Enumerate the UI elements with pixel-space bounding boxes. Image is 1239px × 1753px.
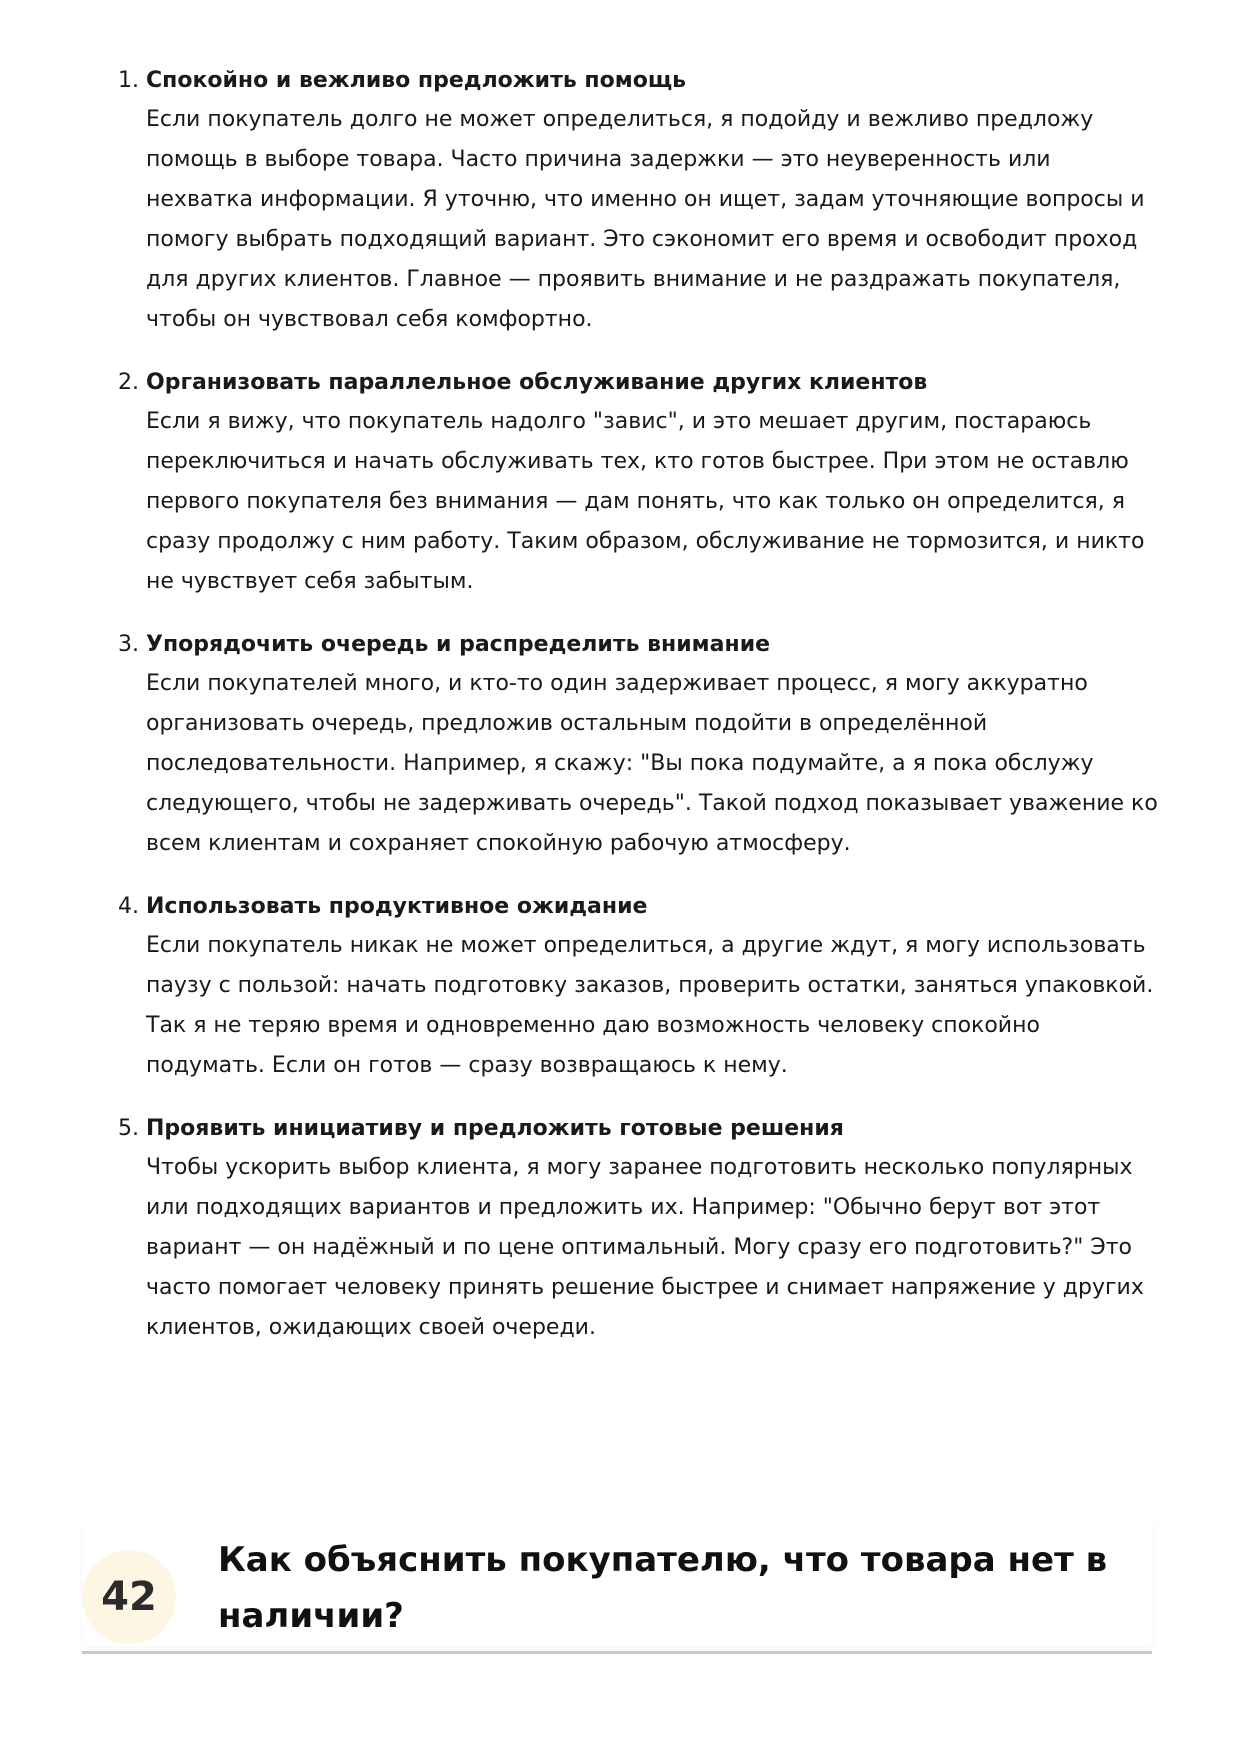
list-item — [0, 1110, 1239, 1348]
item-text: Чтобы ускорить выбор клиента, я могу заранее подготовить несколько популярных или подходящих вариантов и предложить их. Например: "Обычно берут вот этот вариант — он надёжный и по цене оптимальный. Могу сразу его подготовить?" Это часто помогает человеку принять решение быстрее и снимает напряжение у других клиентов, ожидающих своей очереди. — [146, 1155, 1144, 1340]
item-title: Упорядочить очередь и распределить внимание — [146, 632, 771, 657]
item-number: 4. — [118, 894, 139, 919]
item-title: Проявить инициативу и предложить готовые решения — [146, 1116, 844, 1141]
section-title: Как объяснить покупателю, что товара нет в наличии? — [218, 1540, 1108, 1636]
item-text: Если покупатель долго не может определиться, я подойду и вежливо предложу помощь в выборе товара. Часто причина задержки — это неуверенность или нехватка информации. Я уточню, что именно он ищет, задам уточняющие вопросы и помогу выбрать подходящий вариант. Это сэкономит его время и освободит проход для других клиентов. Главное — проявить внимание и не раздражать покупателя, чтобы он чувствовал себя комфортно. — [146, 107, 1145, 332]
list-item — [0, 626, 1239, 864]
answer-list — [0, 62, 1239, 1348]
item-title: Организовать параллельное обслуживание других клиентов — [146, 370, 928, 395]
item-number: 1. — [118, 68, 139, 93]
item-number: 2. — [118, 370, 139, 395]
item-title: Спокойно и вежливо предложить помощь — [146, 68, 687, 93]
item-number: 3. — [118, 632, 139, 657]
item-text: Если я вижу, что покупатель надолго "завис", и это мешает другим, постараюсь переключиться и начать обслуживать тех, кто готов быстрее. При этом не оставлю первого покупателя без внимания — дам понять, что как только он определится, я сразу продолжу с ним работу. Таким образом, обслуживание не тормозится, и никто не чувствует себя забытым. — [146, 409, 1145, 594]
section-header — [82, 1520, 1152, 1646]
item-text: Если покупателей много, и кто-то один задерживает процесс, я могу аккуратно организовать очередь, предложив остальным подойти в определённой последовательности. Например, я скажу: "Вы пока подумайте, а я пока обслужу следующего, чтобы не задерживать очередь". Такой подход показывает уважение ко всем клиентам и сохраняет спокойную рабочую атмосферу. — [146, 671, 1158, 856]
section-number-badge: 42 — [82, 1550, 176, 1644]
section-divider — [82, 1651, 1152, 1654]
list-item — [0, 888, 1239, 1086]
list-item — [0, 62, 1239, 340]
item-number: 5. — [118, 1116, 139, 1141]
item-title: Использовать продуктивное ожидание — [146, 894, 648, 919]
item-text: Если покупатель никак не может определиться, а другие ждут, я могу использовать паузу с пользой: начать подготовку заказов, проверить остатки, заняться упаковкой. Так я не теряю время и одновременно даю возможность человеку спокойно подумать. Если он готов — сразу возвращаюсь к нему. — [146, 933, 1154, 1078]
list-item — [0, 364, 1239, 602]
